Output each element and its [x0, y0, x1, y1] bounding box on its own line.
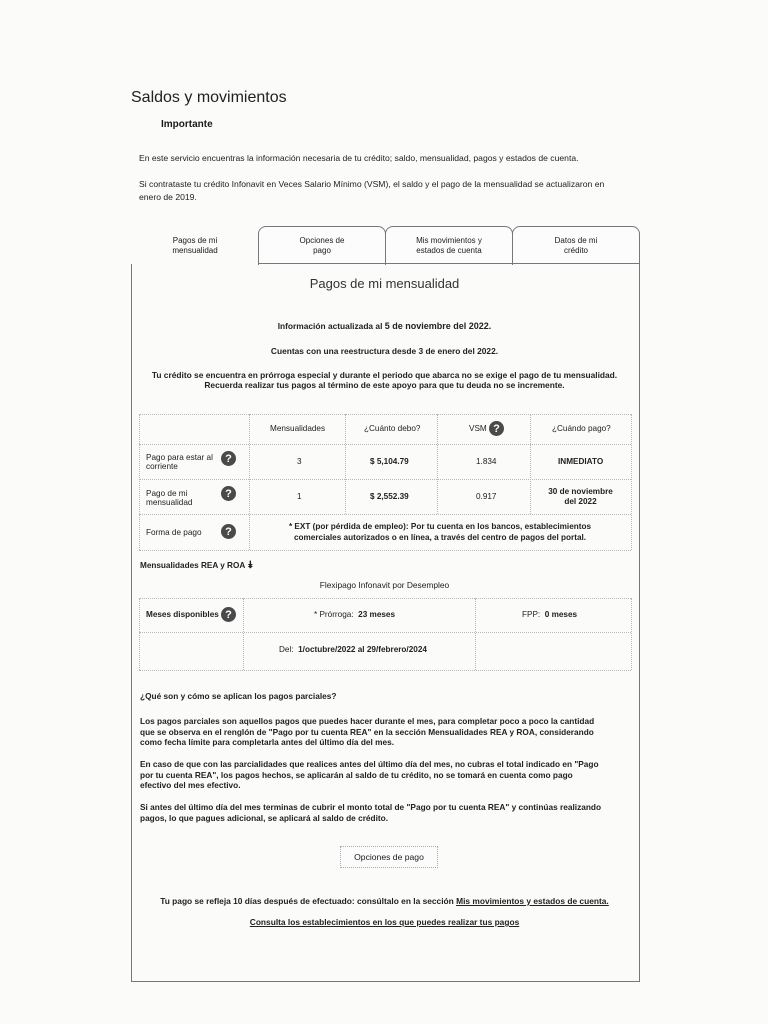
tab-label: pago: [313, 246, 331, 255]
fpp-field: [522, 610, 577, 619]
row-label-line: Pago de mi: [146, 489, 188, 498]
paragraph-line: por tu cuenta REA", los pagos hechos, se aplicarán al saldo de tu crédito, no se tomará en cuenta como pago: [140, 769, 573, 780]
cell-vsm: 0.917: [476, 492, 497, 501]
prorroga-field: [314, 610, 395, 619]
tab-pagos-mensualidad[interactable]: [131, 226, 259, 265]
help-icon[interactable]: ?: [221, 607, 236, 622]
prorroga-line1: Tu crédito se encuentra en prórroga especial y durante el periodo que abarca no se exige el pago de tu mensualidad.: [151, 370, 618, 380]
row-label-corriente: [146, 453, 213, 471]
prorroga-line2: Recuerda realizar tus pagos al término de este apoyo para que tu deuda no se incremente.: [204, 380, 565, 390]
page-title: Saldos y movimientos: [131, 89, 287, 106]
del-value: 1/octubre/2022 al 29/febrero/2024: [298, 645, 427, 654]
col-header-cuando: ¿Cuándo pago?: [552, 424, 611, 433]
parciales-question: ¿Qué son y cómo se aplican los pagos parciales?: [140, 691, 337, 701]
cell-cuanto: $ 2,552.39: [370, 492, 409, 501]
movimientos-link[interactable]: Mis movimientos y estados de cuenta.: [456, 896, 609, 906]
table-border: [631, 414, 632, 550]
paragraph-line: Si antes del último día del mes terminas de cubrir el monto total de "Pago por tu cuenta REA" y continúas realizando: [140, 802, 602, 812]
reflect-prefix: Tu pago se refleja 10 días después de efectuado: consúltalo en la sección: [160, 896, 454, 906]
paragraph-line: como fecha límite para completarla antes del último día del mes.: [140, 737, 395, 747]
tab-movimientos[interactable]: [385, 226, 513, 265]
help-icon[interactable]: ?: [221, 486, 236, 501]
table-border: [139, 414, 631, 415]
cell-cuando-line: 30 de noviembre: [548, 487, 613, 496]
cell-vsm: 1.834: [476, 457, 497, 466]
opciones-pago-button[interactable]: Opciones de pago: [340, 846, 438, 868]
reflect-note: [131, 896, 638, 906]
row-label-line: Pago para estar al: [146, 453, 213, 462]
tab-label: mensualidad: [172, 246, 218, 255]
rea-border: [631, 598, 632, 670]
rea-border: [139, 598, 140, 670]
cell-mensualidades: 1: [297, 492, 302, 501]
double-chevron-down-icon[interactable]: ⯯: [247, 560, 254, 571]
row-label-line: mensualidad: [146, 498, 193, 507]
paragraph-line: En caso de que con las parcialidades que realices antes del último día del mes, no cubras el total indicado en "Pago: [140, 759, 599, 769]
parciales-paragraph-3: [140, 802, 632, 823]
cell-mensualidades: 3: [297, 457, 302, 466]
updated-prefix: Información actualizada al: [277, 321, 383, 331]
row-label-line: corriente: [146, 462, 178, 471]
fpp-value: 0 meses: [544, 610, 578, 619]
intro-text: En este servicio encuentras la información necesaria de tu crédito; saldo, mensualidad, pagos y estados de cuenta.: [139, 153, 579, 163]
row-label-mensualidad: [146, 489, 192, 507]
table-border: [139, 479, 631, 480]
cell-cuando: [530, 487, 631, 507]
col-header-mensualidades: Mensualidades: [270, 424, 326, 433]
parciales-paragraph-1: [140, 716, 632, 748]
vsm-note: Si contrataste tu crédito Infonavit en Veces Salario Mínimo (VSM), el saldo y el pago de la mensualidad se actualizaron en enero de 2019.: [139, 179, 605, 202]
cell-cuando-line: del 2022: [564, 497, 597, 506]
help-icon[interactable]: ?: [221, 524, 236, 539]
periodo-field: [279, 645, 427, 654]
table-border: [139, 514, 631, 515]
rea-border: [139, 670, 631, 671]
table-border: [437, 414, 438, 514]
col-header-cuanto: ¿Cuánto debo?: [364, 424, 421, 433]
tab-label: crédito: [563, 246, 588, 255]
cell-cuando: INMEDIATO: [558, 457, 604, 466]
forma-pago-text: [249, 521, 631, 543]
help-icon[interactable]: ?: [489, 421, 504, 436]
table-border: [139, 550, 631, 551]
prorroga-label: * Prórroga:: [314, 610, 354, 619]
col-header-vsm: VSM: [469, 424, 487, 433]
tab-label: Mis movimientos y: [416, 236, 482, 245]
help-icon[interactable]: ?: [221, 451, 236, 466]
rea-border: [139, 632, 631, 633]
fpp-label: FPP:: [522, 610, 541, 619]
rea-border: [243, 598, 244, 670]
cell-cuanto: $ 5,104.79: [370, 457, 409, 466]
tab-label: Pagos de mi: [172, 236, 218, 245]
table-border: [345, 414, 346, 514]
table-border: [139, 444, 631, 445]
paragraph-line: Los pagos parciales son aquellos pagos que puedes hacer durante el mes, para completar poco a poco la cantidad: [140, 716, 595, 726]
forma-pago-line: * EXT (por pérdida de empleo): Por tu cuenta en los bancos, establecimientos: [288, 522, 592, 531]
panel-divider: [258, 263, 639, 264]
establecimientos-note: [131, 917, 638, 927]
paragraph-line: pagos, lo que pagues adicional, se aplicará al saldo de crédito.: [140, 812, 389, 823]
rea-subtitle: Flexipago Infonavit por Desempleo: [319, 580, 450, 590]
tab-label: estados de cuenta: [416, 246, 482, 255]
rea-border: [475, 598, 476, 670]
rea-section-title[interactable]: [140, 560, 253, 571]
del-label: Del:: [279, 645, 294, 654]
parciales-paragraph-2: [140, 759, 632, 791]
paragraph-line: efectivo del mes efectivo.: [140, 780, 241, 790]
meses-disponibles-label: Meses disponibles: [146, 610, 219, 619]
restructure-note: Cuentas con una reestructura desde 3 de enero del 2022.: [270, 346, 499, 356]
rea-title-text: Mensualidades REA y ROA: [140, 561, 245, 570]
forma-pago-label: Forma de pago: [146, 528, 202, 537]
tab-label: Datos de mi: [554, 236, 598, 245]
forma-pago-line: comerciales autorizados o en línea, a través del centro de pagos del portal.: [293, 533, 587, 542]
rea-border: [139, 598, 631, 599]
prorroga-value: 23 meses: [358, 610, 396, 619]
panel-title: Pagos de mi mensualidad: [309, 276, 460, 291]
establecimientos-link[interactable]: Consulta los establecimientos en los que puedes realizar tus pagos: [249, 917, 520, 927]
paragraph-line: que se observa en el renglón de "Pago por tu cuenta REA" en la sección Mensualidades REA y ROA, considerando: [140, 726, 594, 737]
tab-opciones-pago[interactable]: [258, 226, 386, 265]
updated-date: 5 de noviembre del 2022.: [384, 321, 492, 331]
tab-label: Opciones de: [299, 236, 345, 245]
updated-line: [131, 321, 638, 331]
table-border: [139, 414, 140, 550]
important-heading: Importante: [161, 119, 213, 130]
tab-datos-credito[interactable]: [512, 226, 640, 265]
